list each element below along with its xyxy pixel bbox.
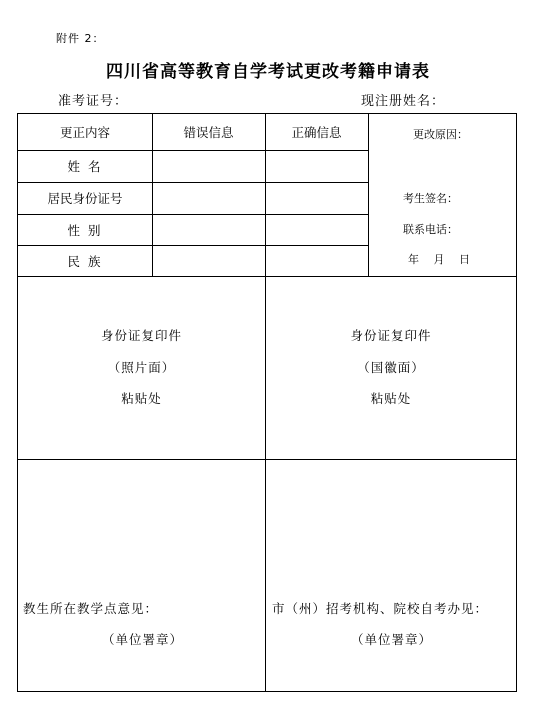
id-wrong-field[interactable] — [153, 183, 264, 213]
id-correct-field[interactable] — [266, 183, 367, 213]
name-correct-field[interactable] — [266, 151, 367, 181]
col-divider — [368, 114, 369, 276]
name-wrong-field[interactable] — [153, 151, 264, 181]
id-back-side: （国徽面） — [357, 360, 425, 375]
id-front-title: 身份证复印件 — [100, 328, 182, 343]
authority-seal: （单位署章） — [351, 632, 433, 647]
current-name-label: 现注册姓名： — [361, 94, 446, 109]
date-label: 年 月 日 — [408, 253, 470, 266]
row-label-id-number: 居民身份证号 — [47, 191, 123, 206]
gender-correct-field[interactable] — [266, 215, 367, 244]
row-label-gender: 性 别 — [67, 222, 103, 238]
form-table — [17, 113, 517, 692]
id-front-side: （照片面） — [107, 360, 176, 375]
page-title: 四川省高等教育自学考试更改考籍申请表 — [106, 62, 430, 82]
signature-label: 考生签名： — [403, 192, 458, 205]
header-correct-cell: 正确信息 — [291, 125, 342, 140]
gender-wrong-field[interactable] — [153, 215, 264, 244]
teaching-site-opinion-label: 教生所在教学点意见： — [23, 601, 159, 616]
row-label-ethnicity: 民 族 — [67, 253, 103, 269]
header-content-cell: 更正内容 — [59, 125, 110, 140]
authority-opinion-label: 市（州）招考机构、院校自考办见： — [272, 601, 489, 616]
row-divider — [18, 459, 516, 460]
id-back-title: 身份证复印件 — [350, 328, 432, 343]
header-wrong-cell: 错误信息 — [183, 125, 234, 140]
row-divider — [18, 276, 516, 277]
id-back-paste: 粘贴处 — [370, 391, 412, 406]
ethnicity-correct-field[interactable] — [266, 246, 367, 275]
ticket-number-label: 准考证号： — [58, 94, 129, 109]
attachment-label: 附件 2： — [56, 32, 105, 45]
phone-label: 联系电话： — [403, 223, 458, 236]
ethnicity-wrong-field[interactable] — [153, 246, 264, 275]
teaching-site-seal: （单位署章） — [102, 632, 184, 647]
reason-label: 更改原因： — [413, 128, 468, 141]
id-front-paste: 粘贴处 — [121, 391, 162, 406]
row-label-name: 姓 名 — [67, 159, 103, 174]
